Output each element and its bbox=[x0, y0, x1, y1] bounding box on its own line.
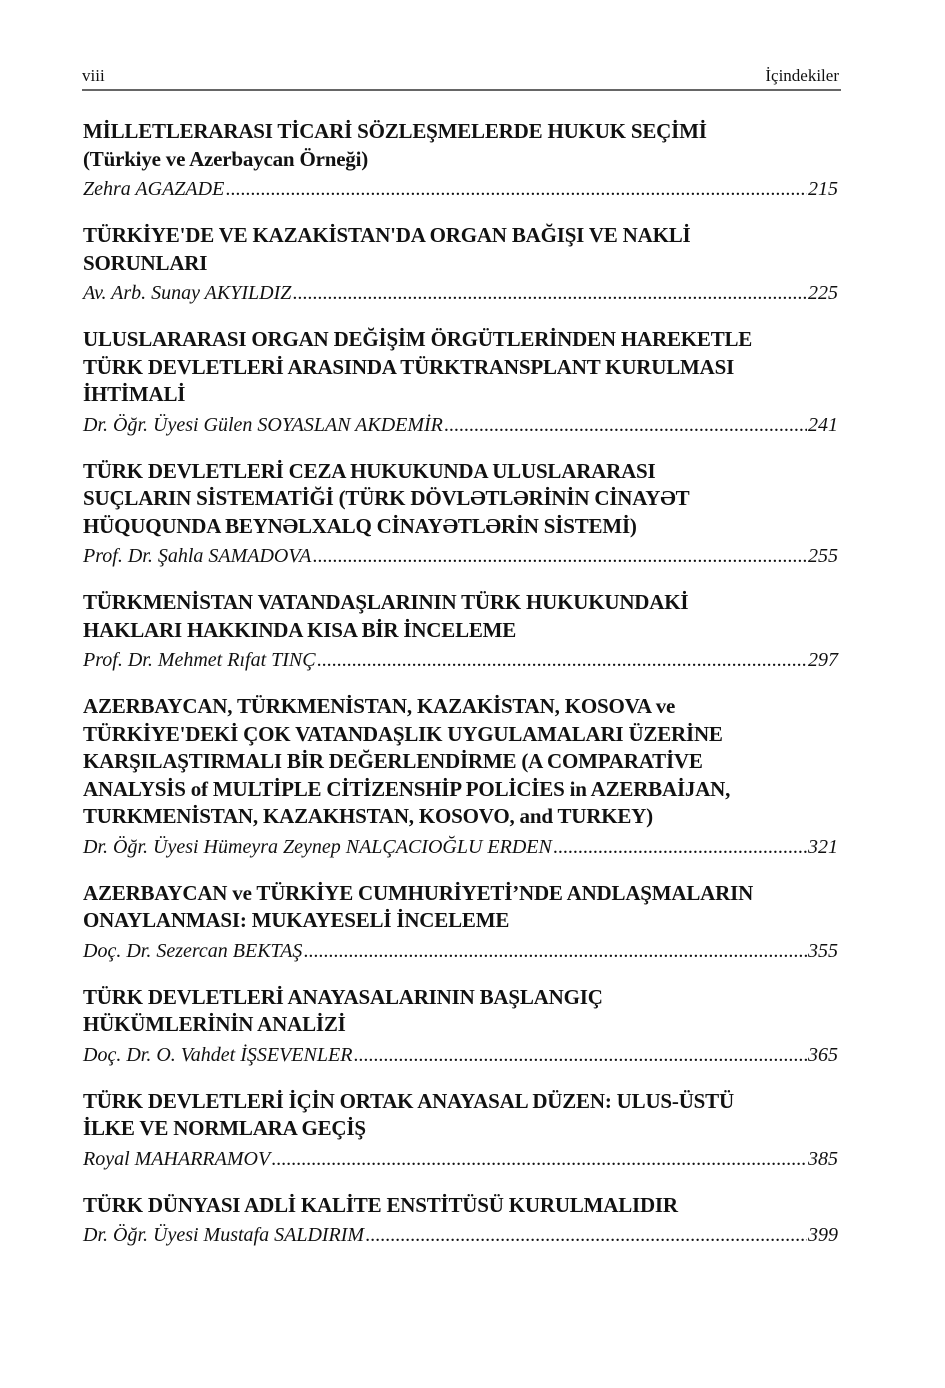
dot-leader bbox=[553, 835, 807, 860]
entry-author: Royal MAHARRAMOV bbox=[83, 1147, 271, 1170]
toc-entry[interactable] bbox=[83, 222, 838, 306]
toc-entry[interactable] bbox=[83, 118, 838, 202]
toc-entry[interactable] bbox=[83, 1192, 838, 1249]
dot-leader bbox=[317, 648, 807, 673]
dot-leader bbox=[292, 281, 807, 306]
entry-author: Doç. Dr. O. Vahdet İŞSEVENLER bbox=[83, 1043, 353, 1066]
entry-page-number: 241 bbox=[808, 413, 838, 436]
entry-title-line: SORUNLARI bbox=[83, 250, 208, 275]
entry-author: Prof. Dr. Şahla SAMADOVA bbox=[83, 545, 312, 567]
section-title: İçindekiler bbox=[765, 66, 839, 85]
entry-author: Av. Arb. Sunay AKYILDIZ bbox=[83, 282, 292, 304]
entry-title-line: AZERBAYCAN ve TÜRKİYE CUMHURİYETİ’NDE ANDLAŞMALARIN bbox=[83, 880, 754, 905]
dot-leader bbox=[303, 939, 807, 964]
entry-title bbox=[83, 984, 838, 1039]
entry-title-line: İHTİMALİ bbox=[83, 382, 186, 406]
entry-title-line: ULUSLARARASI ORGAN DEĞİŞİM ÖRGÜTLERİNDEN HAREKETLE bbox=[83, 327, 753, 351]
toc-entry[interactable] bbox=[83, 693, 838, 860]
entry-title bbox=[83, 118, 838, 173]
entry-title-line: ANALYSİS of MULTİPLE CİTİZENSHİP POLİCİES in AZERBAİJAN, bbox=[83, 776, 731, 801]
entry-title-line: AZERBAYCAN, TÜRKMENİSTAN, KAZAKİSTAN, KOSOVA ve bbox=[83, 694, 676, 718]
entry-title bbox=[83, 1192, 838, 1220]
entry-title-line: (Türkiye ve Azerbaycan Örneği) bbox=[83, 146, 369, 171]
page-number: viii bbox=[82, 66, 105, 85]
entry-title bbox=[83, 458, 838, 541]
author-line bbox=[83, 1223, 838, 1248]
entry-author: Dr. Öğr. Üyesi Gülen SOYASLAN AKDEMİR bbox=[83, 413, 443, 436]
toc-entry[interactable] bbox=[83, 880, 838, 964]
entry-page-number: 215 bbox=[808, 178, 838, 200]
entry-page-number: 255 bbox=[808, 545, 838, 567]
entry-title-line: HÜKÜMLERİNİN ANALİZİ bbox=[83, 1012, 346, 1036]
toc-entry[interactable] bbox=[83, 1088, 838, 1172]
dot-leader bbox=[271, 1147, 807, 1172]
entry-page-number: 385 bbox=[808, 1147, 838, 1170]
entry-title-line: TÜRK DEVLETLERİ ANAYASALARININ BAŞLANGIÇ bbox=[83, 984, 603, 1009]
author-line bbox=[83, 413, 838, 438]
entry-title-line: TÜRK DEVLETLERİ CEZA HUKUKUNDA ULUSLARARASI bbox=[83, 458, 656, 483]
entry-title bbox=[83, 1088, 838, 1143]
toc-entry[interactable] bbox=[83, 589, 838, 673]
entry-title-line: İLKE VE NORMLARA GEÇİŞ bbox=[83, 1116, 366, 1140]
author-line bbox=[83, 835, 838, 860]
entry-author: Dr. Öğr. Üyesi Hümeyra Zeynep NALÇACIOĞLU ERDEN bbox=[83, 835, 552, 858]
entry-title-line: ONAYLANMASI: MUKAYESELİ İNCELEME bbox=[83, 908, 510, 932]
author-line bbox=[83, 177, 838, 202]
author-line bbox=[83, 281, 838, 306]
dot-leader bbox=[365, 1223, 807, 1248]
entry-title-line: HÜQUQUNDA BEYNƏLXALQ CİNAYƏTLƏRİN SİSTEMİ) bbox=[83, 513, 637, 538]
entry-author: Dr. Öğr. Üyesi Mustafa SALDIRIM bbox=[83, 1224, 365, 1246]
table-of-contents bbox=[83, 118, 838, 1268]
author-line bbox=[83, 648, 838, 673]
entry-title bbox=[83, 589, 838, 644]
entry-title-line: TÜRKMENİSTAN VATANDAŞLARININ TÜRK HUKUKUNDAKİ bbox=[83, 590, 689, 614]
toc-entry[interactable] bbox=[83, 458, 838, 570]
author-line bbox=[83, 1147, 838, 1172]
entry-title bbox=[83, 880, 838, 935]
entry-author: Doç. Dr. Sezercan BEKTAŞ bbox=[83, 939, 303, 962]
entry-title-line: TÜRK DEVLETLERİ İÇİN ORTAK ANAYASAL DÜZEN: ULUS-ÜSTÜ bbox=[83, 1088, 734, 1113]
entry-page-number: 321 bbox=[808, 835, 838, 858]
entry-author: Zehra AGAZADE bbox=[83, 178, 225, 200]
entry-page-number: 225 bbox=[808, 282, 838, 304]
entry-title-line: HAKLARI HAKKINDA KISA BİR İNCELEME bbox=[83, 617, 517, 642]
entry-title-line: MİLLETLERARASI TİCARİ SÖZLEŞMELERDE HUKUK SEÇİMİ bbox=[83, 119, 707, 143]
entry-title-line: SUÇLARIN SİSTEMATİĞİ (TÜRK DÖVLƏTLƏRİNİN CİNAYƏT bbox=[83, 486, 690, 510]
dot-leader bbox=[312, 544, 807, 569]
entry-title-line: KARŞILAŞTIRMALI BİR DEĞERLENDİRME (A COMPARATİVE bbox=[83, 749, 703, 773]
entry-title-line: TÜRK DÜNYASI ADLİ KALİTE ENSTİTÜSÜ KURULMALIDIR bbox=[83, 1192, 678, 1217]
running-header bbox=[82, 62, 841, 91]
entry-title-line: TÜRKİYE'DE VE KAZAKİSTAN'DA ORGAN BAĞIŞI VE NAKLİ bbox=[83, 223, 691, 247]
entry-title-line: TURKMENİSTAN, KAZAKHSTAN, KOSOVO, and TURKEY) bbox=[83, 804, 653, 828]
entry-title-line: TÜRKİYE'DEKİ ÇOK VATANDAŞLIK UYGULAMALARI ÜZERİNE bbox=[83, 721, 723, 746]
dot-leader bbox=[225, 177, 807, 202]
entry-page-number: 399 bbox=[808, 1224, 838, 1246]
entry-title bbox=[83, 222, 838, 277]
entry-title bbox=[83, 693, 838, 831]
entry-author: Prof. Dr. Mehmet Rıfat TINÇ bbox=[83, 649, 316, 671]
entry-page-number: 297 bbox=[808, 649, 838, 671]
dot-leader bbox=[353, 1043, 807, 1068]
author-line bbox=[83, 544, 838, 569]
entry-page-number: 365 bbox=[808, 1043, 838, 1066]
toc-entry[interactable] bbox=[83, 984, 838, 1068]
toc-entry[interactable] bbox=[83, 326, 838, 438]
entry-title-line: TÜRK DEVLETLERİ ARASINDA TÜRKTRANSPLANT KURULMASI bbox=[83, 354, 735, 379]
author-line bbox=[83, 939, 838, 964]
entry-page-number: 355 bbox=[808, 939, 838, 962]
author-line bbox=[83, 1043, 838, 1068]
entry-title bbox=[83, 326, 838, 409]
dot-leader bbox=[444, 413, 807, 438]
